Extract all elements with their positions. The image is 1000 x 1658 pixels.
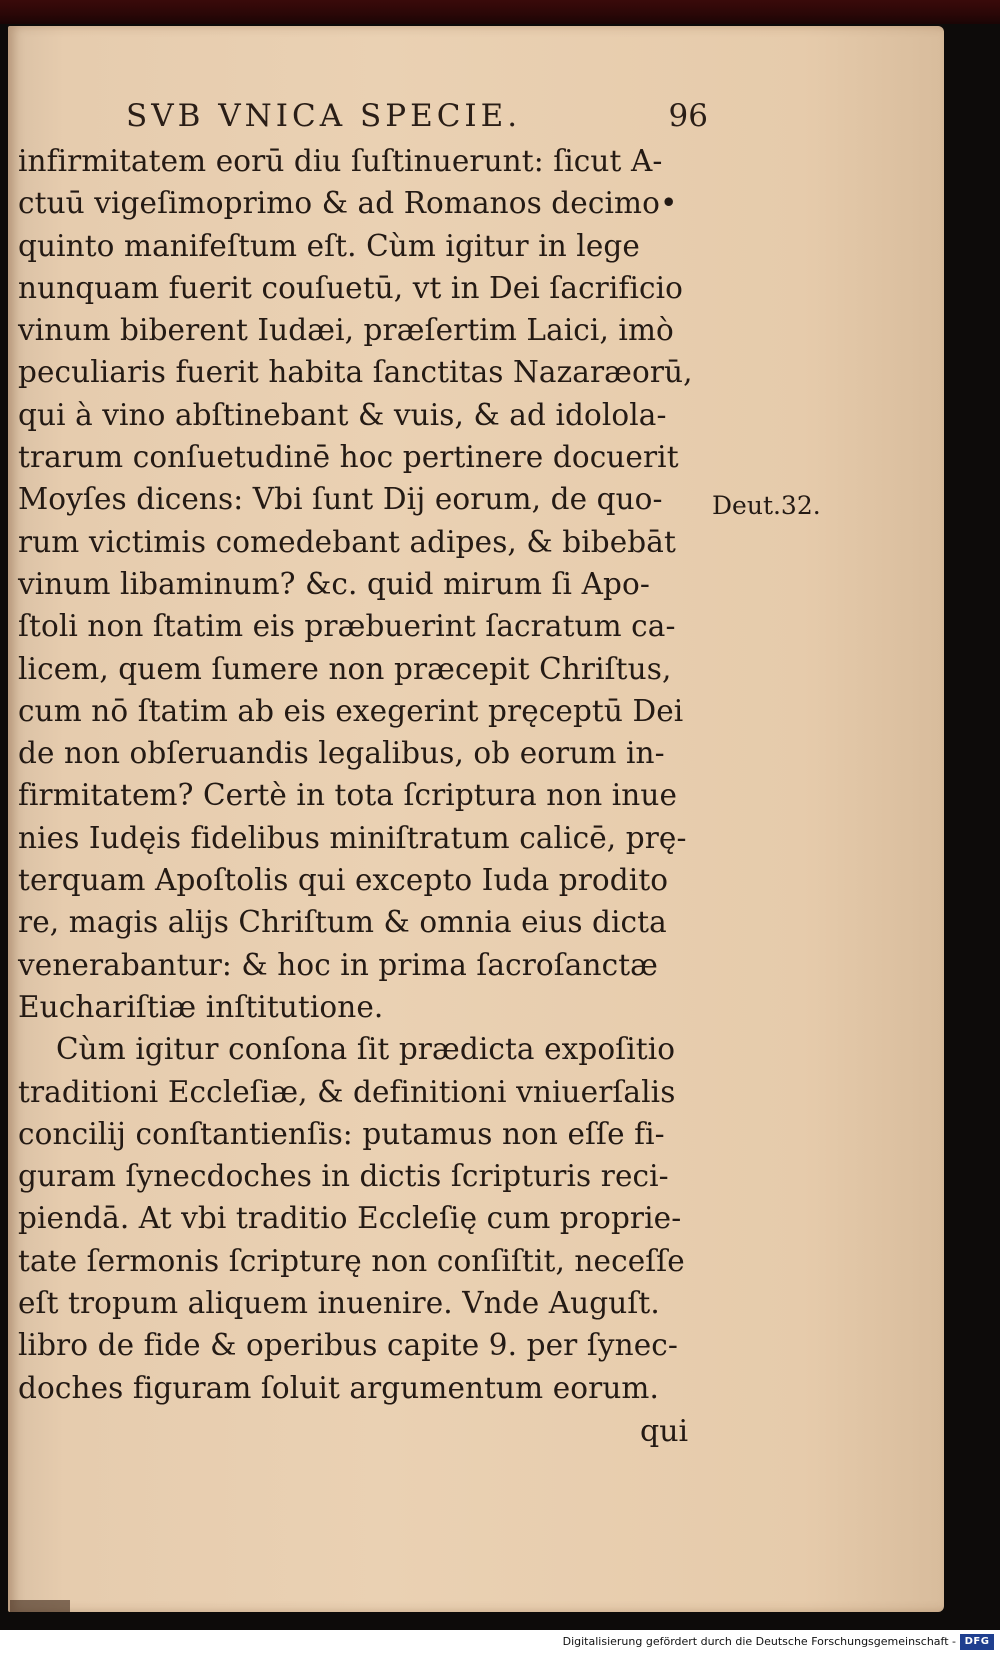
text-line: firmitatem? Certè in tota ſcriptura non inue (18, 778, 678, 813)
text-line: trarum conſuetudinē hoc pertinere docuerit (18, 440, 679, 475)
text-line: rum victimis comedebant adipes, & bibebāt (18, 524, 676, 559)
text-line: qui à vino abſtinebant & vuis, & ad idolola- (18, 397, 667, 432)
text-line: de non obſeruandis legalibus, ob eorum in- (18, 736, 665, 771)
text-line: terquam Apoſtolis qui excepto Iuda prodito (18, 863, 669, 898)
paragraph-2 (18, 1028, 708, 1409)
paragraph-1 (18, 140, 708, 1028)
text-line: cum nō ſtatim ab eis exegerint pręceptū Dei (18, 693, 684, 728)
text-line: infirmitatem eorū diu ſuſtinuerunt: ſicut A- (18, 144, 663, 178)
text-line: ſtoli non ſtatim eis præbuerint ſacratum ca- (18, 609, 676, 644)
dfg-logo: DFG (960, 1634, 994, 1650)
text-line: eſt tropum aliquem inuenire. Vnde Auguſt. (18, 1286, 660, 1321)
text-line: tate ſermonis ſcripturę non conſiſtit, neceſſe (18, 1243, 685, 1278)
text-line: nunquam fuerit couſuetū, vt in Dei ſacrificio (18, 270, 683, 305)
text-line: traditioni Eccleſiæ, & definitioni vniuerſalis (18, 1074, 676, 1109)
text-line: concilij conſtantienſis: putamus non eſſe fi- (18, 1116, 665, 1151)
text-line: Euchariſtiæ inſtitutione. (18, 989, 384, 1024)
text-line: venerabantur: & hoc in prima ſacroſanctæ (18, 947, 658, 982)
text-line: Moyſes dicens: Vbi ſunt Dij eorum, de quo- (18, 482, 663, 517)
text-line: quinto manifeſtum eſt. Cùm igitur in lege (18, 228, 640, 263)
text-line: re, magis alijs Chriſtum & omnia eius dicta (18, 905, 667, 940)
text-line: Cùm igitur conſona ſit prædicta expoſitio (56, 1032, 676, 1067)
digitization-footer (0, 1630, 1000, 1658)
binding-mark (10, 1600, 70, 1612)
marginal-note: Deut.32. (712, 491, 821, 520)
text-line: libro de fide & operibus capite 9. per ſynec- (18, 1328, 678, 1363)
text-line: licem, quem ſumere non præcepit Chriſtus, (18, 651, 672, 686)
text-line: ctuū vigeſimoprimo & ad Romanos decimo• (18, 186, 678, 221)
text-line: vinum libaminum? &c. quid mirum ſi Apo- (18, 566, 650, 601)
text-line: doches figuram ſoluit argumentum eorum. (18, 1370, 659, 1405)
running-title: SVB VNICA SPECIE. (126, 98, 522, 134)
text-line: peculiaris fuerit habita ſanctitas Nazaræorū, (18, 355, 693, 390)
page-number: 96 (668, 98, 708, 134)
text-line: piendā. At vbi traditio Eccleſię cum proprie- (18, 1201, 682, 1236)
funding-credit: Digitalisierung gefördert durch die Deutsche Forschungsgemeinschaft - (562, 1635, 956, 1648)
page-text (18, 98, 708, 1409)
text-line: guram ſynecdoches in dictis ſcripturis reci- (18, 1159, 669, 1194)
text-line: vinum biberent Iudæi, præſertim Laici, imò (18, 313, 674, 348)
running-header (126, 98, 708, 140)
catchword: qui (640, 1414, 689, 1449)
text-line: nies Iudęis fidelibus miniſtratum calicē, prę- (18, 820, 687, 855)
book-cover-edge (0, 0, 1000, 24)
